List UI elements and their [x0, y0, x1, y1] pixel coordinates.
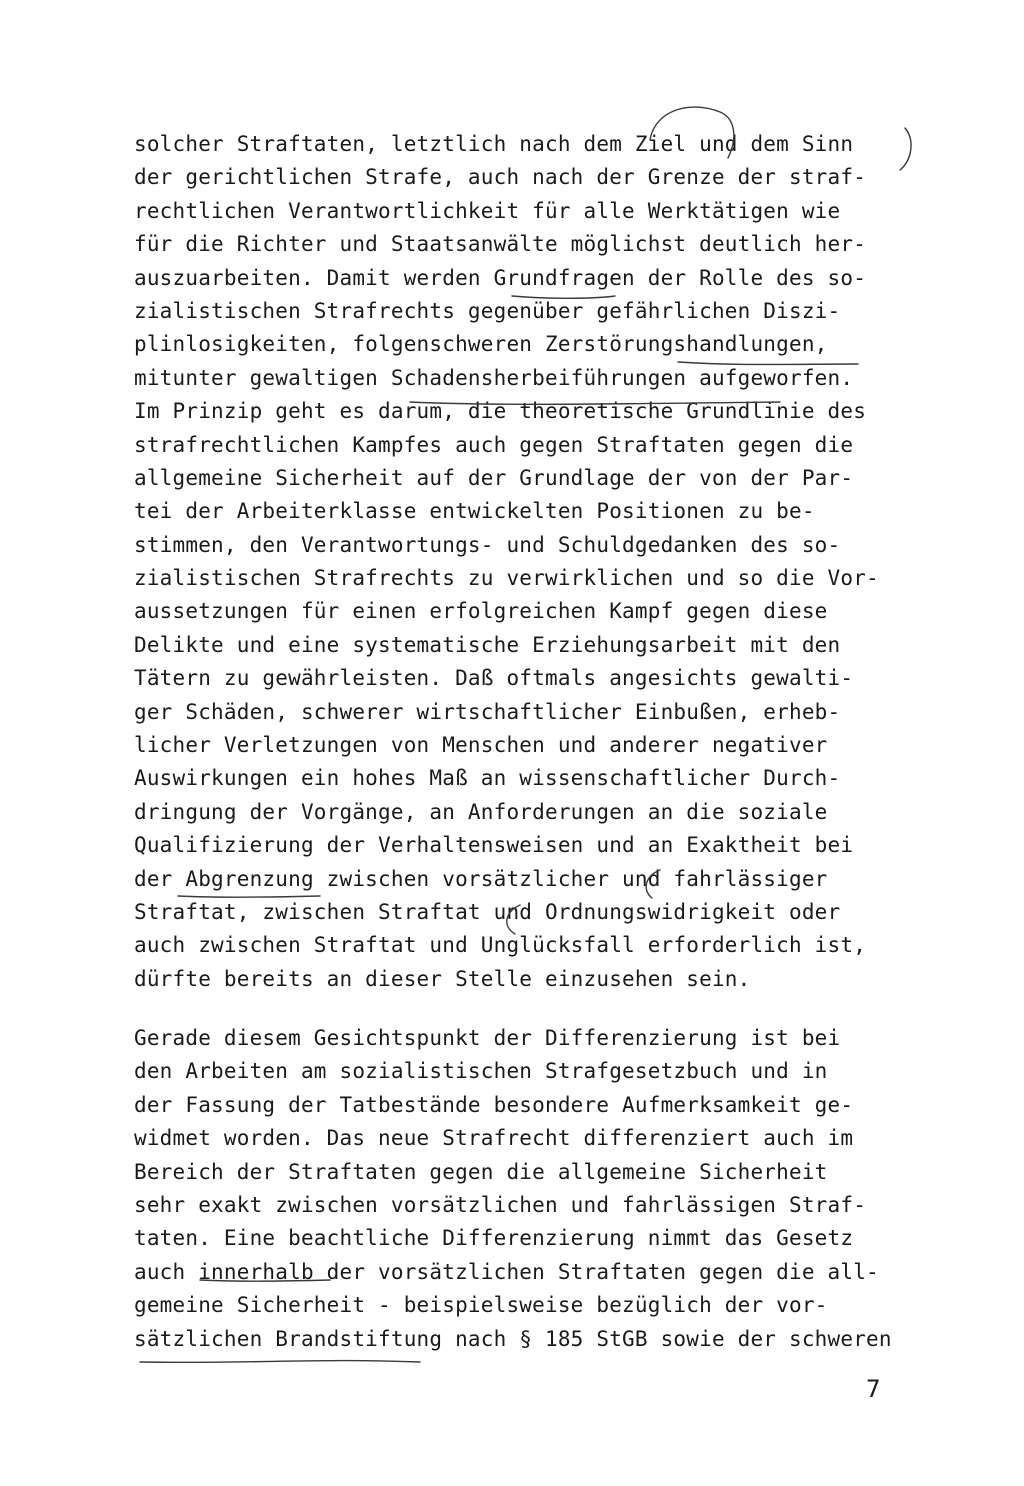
text-line: für die Richter und Staatsanwälte möglichst deutlich her- — [134, 232, 867, 257]
text-line: Straftat, zwischen Straftat und Ordnungswidrigkeit oder — [134, 899, 841, 924]
text-line: auch innerhalb der vorsätzlichen Straftaten gegen die all- — [134, 1259, 879, 1284]
paragraph-1 — [134, 128, 934, 996]
text-line: auszuarbeiten. Damit werden Grundfragen der Rolle des so- — [134, 265, 867, 290]
paragraph-2 — [134, 1022, 934, 1356]
text-line: der Abgrenzung zwischen vorsätzlicher und fahrlässiger — [134, 866, 828, 891]
text-line: licher Verletzungen von Menschen und anderer negativer — [134, 733, 828, 758]
text-line: dürfte bereits an dieser Stelle einzusehen sein. — [134, 966, 751, 991]
text-line: Qualifizierung der Verhaltensweisen und an Exaktheit bei — [134, 833, 854, 858]
text-line: aussetzungen für einen erfolgreichen Kampf gegen diese — [134, 599, 828, 624]
pencil-underline-mark — [140, 1361, 420, 1363]
text-line: gemeine Sicherheit - beispielsweise bezüglich der vor- — [134, 1293, 828, 1318]
page-number: 7 — [866, 1375, 881, 1403]
text-line: zialistischen Strafrechts gegenüber gefährlichen Diszi- — [134, 298, 841, 323]
text-line: stimmen, den Verantwortungs- und Schuldgedanken des so- — [134, 532, 841, 557]
text-line: auch zwischen Straftat und Unglücksfall erforderlich ist, — [134, 933, 867, 958]
text-line: solcher Straftaten, letztlich nach dem Ziel und dem Sinn — [134, 132, 854, 156]
text-line: der Fassung der Tatbestände besondere Aufmerksamkeit ge- — [134, 1092, 854, 1117]
text-line: widmet worden. Das neue Strafrecht differenziert auch im — [134, 1126, 854, 1151]
text-line: dringung der Vorgänge, an Anforderungen an die soziale — [134, 799, 828, 824]
text-line: Gerade diesem Gesichtspunkt der Differenzierung ist bei — [134, 1026, 841, 1050]
text-line: strafrechtlichen Kampfes auch gegen Straftaten gegen die — [134, 432, 854, 457]
text-line: rechtlichen Verantwortlichkeit für alle Werktätigen wie — [134, 198, 841, 223]
text-line: sätzlichen Brandstiftung nach § 185 StGB sowie der schweren — [134, 1326, 892, 1351]
text-line: der gerichtlichen Strafe, auch nach der Grenze der straf- — [134, 165, 867, 190]
text-line: Delikte und eine systematische Erziehungsarbeit mit den — [134, 632, 841, 657]
text-line: Auswirkungen ein hohes Maß an wissenschaftlicher Durch- — [134, 766, 841, 791]
text-line: mitunter gewaltigen Schadensherbeiführungen aufgeworfen. — [134, 365, 854, 390]
text-line: tei der Arbeiterklasse entwickelten Positionen zu be- — [134, 499, 815, 524]
text-line: sehr exakt zwischen vorsätzlichen und fahrlässigen Straf- — [134, 1192, 867, 1217]
text-line: taten. Eine beachtliche Differenzierung nimmt das Gesetz — [134, 1226, 854, 1251]
text-line: Bereich der Straftaten gegen die allgemeine Sicherheit — [134, 1159, 828, 1184]
text-line: zialistischen Strafrechts zu verwirklichen und so die Vor- — [134, 566, 879, 591]
text-line: plinlosigkeiten, folgenschweren Zerstörungshandlungen, — [134, 332, 828, 357]
text-line: Im Prinzip geht es darum, die theoretische Grundlinie des — [134, 399, 867, 424]
text-line: allgemeine Sicherheit auf der Grundlage der von der Par- — [134, 465, 854, 490]
text-line: den Arbeiten am sozialistischen Strafgesetzbuch und in — [134, 1059, 828, 1084]
text-line: ger Schäden, schwerer wirtschaftlicher Einbußen, erheb- — [134, 699, 841, 724]
text-line: Tätern zu gewährleisten. Daß oftmals angesichts gewalti- — [134, 666, 854, 691]
